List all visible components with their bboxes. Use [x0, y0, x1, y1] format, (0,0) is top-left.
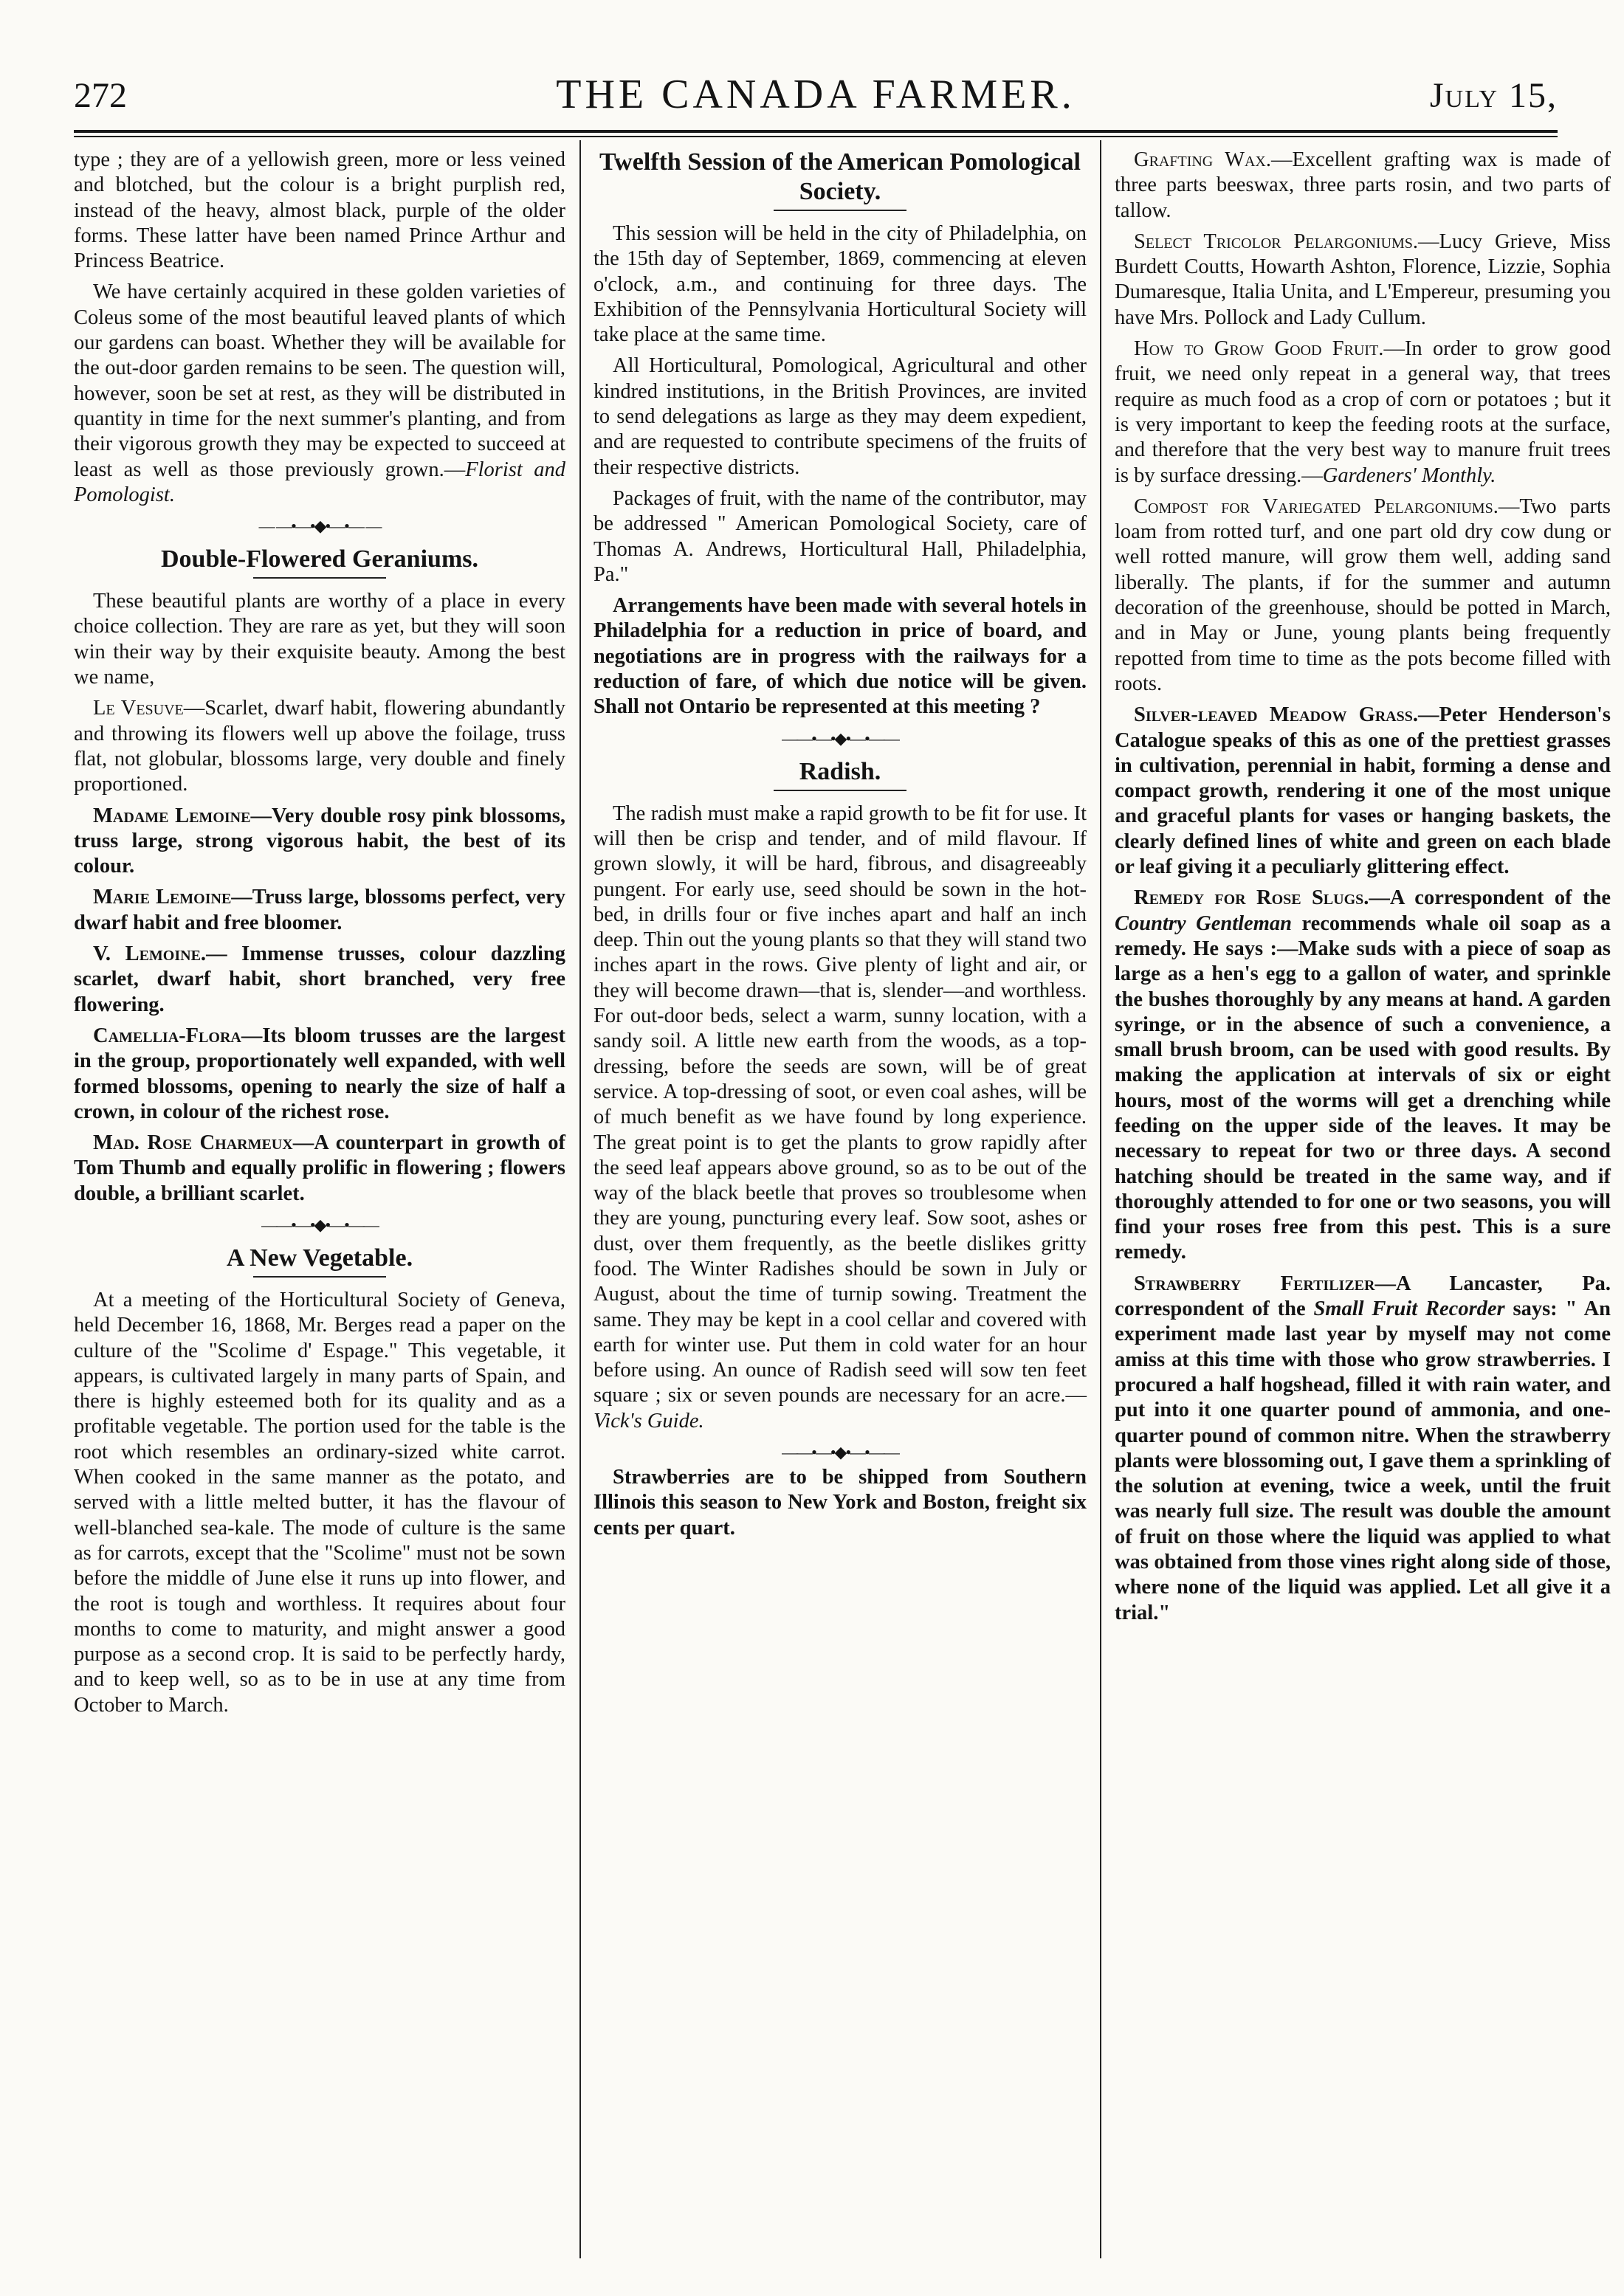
variety-name: Camellia-Flora — [93, 1024, 241, 1047]
paragraph: type ; they are of a yellowish green, more or less veined and blotched, but the colour is a bright purplish red, instead of the heavy, almost black, purple of the older forms. These latter have been named Prince Arthur and Princess Beatrice. — [74, 148, 565, 273]
note-entry — [1115, 886, 1611, 1265]
variety-text: — Immense trusses, colour dazzling scarlet, dwarf habit, short branched, very free flowering. — [74, 942, 565, 1016]
column-3 — [1115, 148, 1611, 1632]
note-text: —Excellent grafting wax is made of three parts beeswax, three parts rosin, and two parts of tallow. — [1115, 148, 1611, 222]
paragraph: Packages of fruit, with the name of the contributor, may be addressed " American Pomological Society, care of Thomas A. Andrews, Horticultural Hall, Philadelphia, Pa." — [593, 486, 1087, 586]
paragraph: Strawberries are to be shipped from Southern Illinois this season to New York and Boston, freight six cents per quart. — [593, 1466, 1087, 1540]
article-heading: Radish. — [799, 757, 881, 785]
variety-name: Madame Lemoine — [93, 804, 251, 827]
article-heading: Twelfth Session of the American Pomological Society. — [599, 148, 1081, 205]
column-divider — [1100, 140, 1101, 2258]
note-entry — [1115, 1272, 1611, 1626]
paragraph — [74, 280, 565, 508]
variety-entry — [74, 696, 565, 797]
source-credit: Vick's Guide. — [593, 1409, 704, 1433]
note-entry — [1115, 703, 1611, 880]
issue-date: July 15, — [1429, 76, 1558, 115]
note-text: says: " An experiment made last year by myself may not come amiss at this time with those who grow strawberries. I procured a half hogshead, filled it with rain water, and put into it one quarter pound of ammonia, and one-quarter pound of common nitre. When the strawberry plants were blossoming out, I gave them a sprinkling of the solution at evening, twice a week, until the fruit was nearly full size. The result was double the amount of fruit on those where the liquid was applied to what was obtained from those vines right along side of those, where none of the liquid was applied. Let all give it a trial." — [1115, 1297, 1611, 1624]
note-entry — [1115, 148, 1611, 224]
variety-entry — [74, 1024, 565, 1125]
ornament-divider: ——•—•◆•—•—— — [782, 1443, 898, 1462]
variety-text: —Scarlet, dwarf habit, flowering abundantly and throwing its flowers well up above the foilage, truss flat, not globular, blossoms large, very double and finely proportioned. — [74, 697, 566, 796]
note-entry — [1115, 337, 1611, 489]
masthead-rule — [74, 130, 1558, 133]
note-text: —Two parts loam from rotted turf, and one part old dry cow dung or well rotted manure, will grow them well, adding sand liberally. The plants, if for the summer and autumn decoration of the greenhouse, should be potted in March, and in May or June, young plants being frequently repotted from time to time as the pots become filled with roots. — [1115, 494, 1611, 695]
ornament-divider: ——•—•◆•—•—— — [261, 1215, 378, 1234]
variety-text: —Its bloom trusses are the largest in the group, proportionately well expanded, with well formed blossoms, opening to nearly the size of half a crown, in colour of the richest rose. — [74, 1024, 565, 1123]
paragraph: All Horticultural, Pomological, Agricultural and other kindred institutions, in the British Provinces, are invited to send delegations as large as they may deem expedient, and are requested to contribute specimens of the fruits of their respective districts. — [593, 354, 1087, 479]
ornament-divider: — —•—•◆•—•— — — [258, 517, 381, 536]
source-credit: Florist and Pomologist. — [74, 458, 565, 506]
column-1 — [74, 148, 565, 1724]
variety-entry — [74, 942, 565, 1018]
column-2 — [593, 148, 1087, 1547]
note-text: —Lucy Grieve, Miss Burdett Coutts, Howarth Ashton, Florence, Lizzie, Sophia Dumaresque, Italia Unita, and L'Empereur, presuming you have Mrs. Pollock and Lady Cullum. — [1115, 230, 1611, 329]
heading-rule — [253, 1276, 386, 1278]
column-divider — [579, 140, 581, 2258]
note-text: —A correspondent of the — [1369, 886, 1611, 910]
variety-entry — [74, 804, 565, 880]
paragraph — [593, 801, 1087, 1434]
note-text: —A Lancaster, Pa. correspondent of the — [1115, 1272, 1611, 1321]
note-head: How to Grow Good Fruit. — [1134, 337, 1384, 361]
paragraph: Arrangements have been made with several hotels in Philadelphia for a reduction in price of board, and negotiations are in progress with the railways for a reduction of fare, of which due notice will be given. Shall not Ontario be represented at this meeting ? — [593, 594, 1087, 719]
masthead-rule-thin — [74, 136, 1558, 137]
note-head: Grafting Wax. — [1134, 148, 1271, 171]
publication-name: Country Gentleman — [1115, 911, 1292, 935]
article-heading: A New Vegetable. — [226, 1244, 413, 1272]
note-entry — [1115, 230, 1611, 331]
paragraph: At a meeting of the Horticultural Society of Geneva, held December 16, 1868, Mr. Berges read a paper on the culture of the "Scolime d' Espage." This vegetable, it appears, is cultivated largely in many parts of Spain, and there is highly esteemed both for its quality and as a profitable vegetable. The portion used for the table is the root which resembles an ordinary-sized white carrot. When cooked in the same manner as the potato, and served with a little melted butter, it has the flavour of well-blanched sea-kale. The mode of culture is the same as for carrots, except that the "Scolime" must not be sown before the middle of June else it runs up into flower, and the root is tough and worthless. It requires about four months to come to maturity, and might answer a good purpose as a second crop. It is said to be perfectly hardy, and to keep well, so as to be in use at any time from October to March. — [74, 1288, 565, 1717]
page-number: 272 — [74, 76, 127, 115]
note-head: Silver-leaved Meadow Grass. — [1134, 703, 1418, 727]
note-text: recommends whale oil soap as a remedy. He says :—Make suds with a piece of soap as large as a hen's egg to a gallon of water, and sprinkle the bushes thoroughly by any means at hand. A garden syringe, or in the absence of such a convenience, a small brush broom, can be used with good results. By making the application at intervals of six or eight hours, most of the worms will get a drenching while feeding on the upper side of the leaves. It may be necessary to repeat for two or three days. A second hatching should be treated in the same way, and if thoroughly attended to for one or two seasons, you will find your roses free from this pest. This is a sure remedy. — [1115, 911, 1611, 1264]
note-head: Strawberry Fertilizer — [1134, 1272, 1375, 1295]
note-text: —In order to grow good fruit, we need only repeat in a general way, that trees require as much food as a crop of corn or potatoes ; but it is very important to keep the feeding roots at the surface, and therefore that the very best way to manure fruit trees is by surface dressing.— — [1115, 337, 1611, 487]
paragraph-text: The radish must make a rapid growth to be fit for use. It will then be crisp and tender, and of mild flavour. If grown slowly, it will be hard, fibrous, and disagreeably pungent. For early use, seed should be sown in the hot-bed, in drills four or five inches apart and half an inch deep. Thin out the young plants so that they will stand two inches apart in the rows. Give plenty of light and air, or they will become drawn—that is, slender—and worthless. For out-door beds, select a warm, sunny location, with a sandy soil. A little new earth from the woods, as a top-dressing, before the seeds are sown, will be of great service. A top-dressing of soot, or even coal ashes, will be of much benefit as we have found by long experience. The great point is to get the plants to grow rapidly after the seed leaf appears above ground, so as to be out of the way of the black beetle that proves so troublesome when they are young, puncturing every leaf. Sow soot, ashes or dust, over them frequently, as the beetle dislikes gritty food. The Winter Radishes should be sown in July or August, about the time of turnip sowing. Treatment the same. They may be kept in a cool cellar and covered with earth for winter use. Put them in cold water for an hour before using. An ounce of Radish seed will sow ten feet square ; six or seven pounds are necessary for an acre.— — [593, 801, 1087, 1407]
variety-name: Marie Lemoine — [93, 886, 232, 909]
variety-text: —A counterpart in growth of Tom Thumb and equally prolific in flowering ; flowers double, a brilliant scarlet. — [74, 1131, 565, 1205]
masthead — [74, 66, 1558, 125]
paragraph: These beautiful plants are worthy of a place in every choice collection. They are rare as yet, but they will soon win their way by their exquisite beauty. Among the best we name, — [74, 590, 565, 689]
article-heading: Double-Flowered Geraniums. — [160, 545, 478, 573]
note-head: Select Tricolor Pelargoniums. — [1134, 230, 1419, 253]
variety-entry — [74, 885, 565, 936]
variety-text: —Truss large, blossoms perfect, very dwarf habit and free bloomer. — [74, 886, 565, 934]
variety-text: —Very double rosy pink blossoms, truss large, strong vigorous habit, the best of its colour. — [74, 804, 565, 878]
note-text: —Peter Henderson's Catalogue speaks of this as one of the prettiest grasses in cultivation, perennial in habit, forming a dense and compact growth, rendering it one of the most unique and graceful plants for vases or hanging baskets, the clearly defined lines of white and green on each blade or leaf giving it a peculiarly glittering effect. — [1115, 703, 1611, 879]
variety-name: Mad. Rose Charmeux — [93, 1131, 293, 1155]
variety-name: Le Vesuve — [93, 697, 184, 720]
paragraph-text: We have certainly acquired in these golden varieties of Coleus some of the most beautiful leaved plants of which our gardens can boast. Whether they will be available for the out-door garden remains to be seen. The question will, however, soon be set at rest, as they will be distributed in quantity in time for the next summer's planting, and from their vigorous growth they may be expected to succeed at least as well as those previously grown.— — [74, 280, 565, 481]
heading-rule — [774, 210, 906, 211]
heading-rule — [253, 577, 386, 579]
paragraph: This session will be held in the city of Philadelphia, on the 15th day of September, 1869, commencing at eleven o'clock, a.m., and continuing for three days. The Exhibition of the Pennsylvania Horticultural Society will take place at the same time. — [593, 222, 1087, 347]
note-head: Compost for Variegated Pelargoniums. — [1134, 494, 1499, 518]
note-head: Remedy for Rose Slugs. — [1134, 886, 1369, 910]
heading-rule — [774, 790, 906, 791]
note-entry — [1115, 494, 1611, 697]
source-credit: Gardeners' Monthly. — [1322, 463, 1496, 487]
variety-name: V. Lemoine. — [93, 942, 207, 966]
variety-entry — [74, 1131, 565, 1207]
publication-name: Small Fruit Recorder — [1313, 1297, 1505, 1321]
ornament-divider: ——•—•◆•—•—— — [782, 728, 898, 748]
publication-title: THE CANADA FARMER. — [556, 72, 1076, 117]
